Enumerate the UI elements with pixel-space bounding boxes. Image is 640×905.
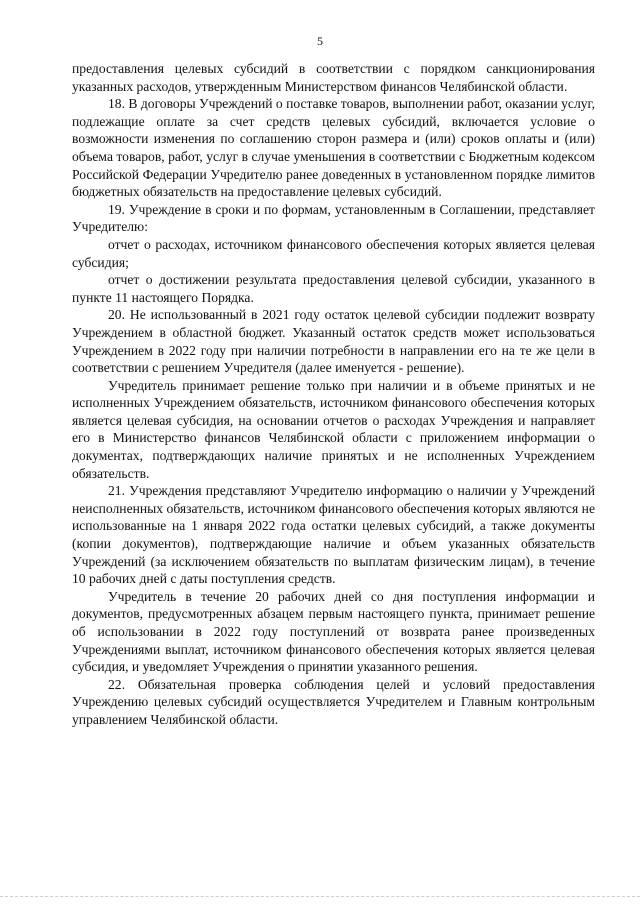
paragraph-item-21: 21. Учреждения представляют Учредителю информацию о наличии у Учреждений неисполненных обязательств, источником финансового обеспечения которых являются не использованные на 1 января 2022 года остатки целевых субсидий, а также документы (копии документов), подтверждающие наличие и объем указанных обязательств Учреждений (за исключением обязательств по выплатам физическим лицам), в течение 10 рабочих дней с даты поступления средств.	[72, 483, 595, 587]
document-body	[72, 60, 595, 729]
paragraph-item-22: 22. Обязательная проверка соблюдения целей и условий предоставления Учреждению целевых субсидий осуществляется Учредителем и Главным контрольным управлением Челябинской области.	[72, 676, 595, 727]
paragraph-continuation: предоставления целевых субсидий в соответствии с порядком санкционирования указанных расходов, утвержденным Министерством финансов Челябинской области.	[72, 61, 595, 94]
page-number: 5	[317, 34, 323, 48]
paragraph-item-19: 19. Учреждение в сроки и по формам, установленным в Соглашении, представляет Учредителю:	[72, 201, 595, 235]
paragraph-item-18: 18. В договоры Учреждений о поставке товаров, выполнении работ, оказании услуг, подлежащие оплате за счет средств целевых субсидий, включается условие о возможности изменения по соглашению сторон размера и (или) сроков оплаты и (или) объема товаров, работ, услуг в случае уменьшения в соответствии с Бюджетным кодексом Российской Федерации Учредителю ранее доведенных в установленном порядке лимитов бюджетных обязательств на предоставление целевых субсидий.	[72, 96, 595, 200]
paragraph-founder-20-days: Учредитель в течение 20 рабочих дней со дня поступления информации и документов, предусмотренных абзацем первым настоящего пункта, принимает решение об использовании в 2022 году поступлений от возврата ранее произведенных Учреждениями выплат, источником финансового обеспечения которых является целевая субсидия, и уведомляет Учреждения о принятии указанного решения.	[72, 588, 595, 675]
paragraph-founder-decision: Учредитель принимает решение только при наличии и в объеме принятых и не исполненных Учреждением обязательств, источником финансового обеспечения которых является целевая субсидия, на основании отчетов о расходах Учреждения и направляет его в Министерство финансов Челябинской области с приложением информации о документах, подтверждающих наличие принятых и не исполненных Учреждением обязательств.	[72, 377, 595, 481]
paragraph-report-result: отчет о достижении результата предоставления целевой субсидии, указанного в пункте 11 настоящего Порядка.	[72, 272, 595, 305]
paragraph-report-expenses: отчет о расходах, источником финансового обеспечения которых является целевая субсидия;	[72, 236, 595, 270]
bottom-scan-edge	[0, 896, 640, 897]
paragraph-item-20: 20. Не использованный в 2021 году остаток целевой субсидии подлежит возврату Учреждением в областной бюджет. Указанный остаток средств может использоваться Учреждением в 2022 году при наличии потребности в направлении его на те же цели в соответствии с решением Учредителя (далее именуется - решение).	[72, 307, 595, 376]
